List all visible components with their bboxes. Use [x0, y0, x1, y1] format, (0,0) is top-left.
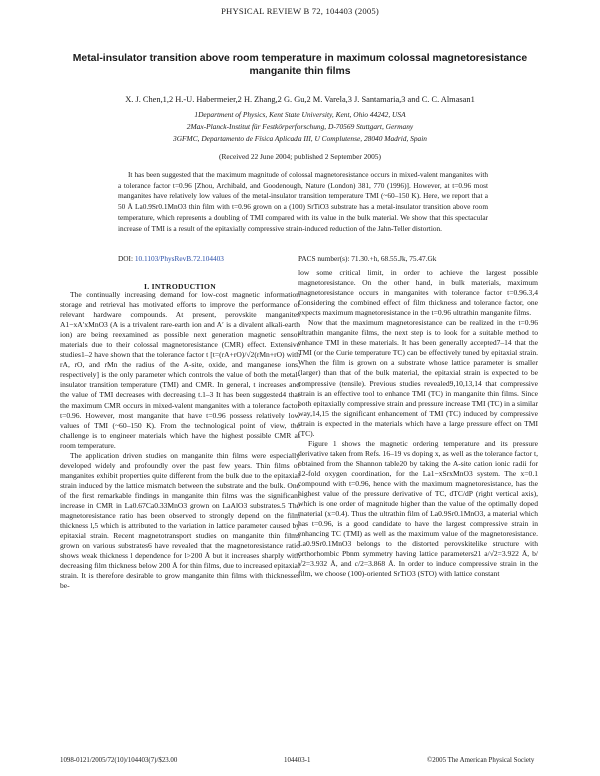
paragraph: Figure 1 shows the magnetic ordering temperature and its pressure derivative taken from Refs. 16–19 vs doping x, as well as the tolerance factor t, obtained from the Shannon table20 by taking the A-site cation ionic radii for 12-fold oxygen coordination, for the La1−xSrxMnO3 system. The x=0.1 compound with t=0.96, hence with the maximum magnetoresistance, has the highest value of the pressure derivative of TC, dTC/dP (right vertical axis), which is one order of magnitude higher than the value of the optimally doped material (x=0.4). Thus the ultrathin film of La0.9Sr0.1MnO3, a material which has t=0.96, is a good candidate to have the largest compressive strain in enhancing TC (TMI) as well as the maximum value of the magnetoresistance. La0.9Sr0.1MnO3 belongs to the distorted perovskitelike structure with orthorhombic Pbnm symmetry having lattice parameters21 a/√2=3.922 Å, b/√2=3.932 Å, and c/2=3.868 Å. In order to induce compressive strain in the film, we choose (100)-oriented SrTiO3 (STO) with lattice constant: [298, 438, 538, 579]
doi: [118, 254, 224, 263]
article-title: [40, 52, 560, 78]
pacs-numbers: PACS number(s): 71.30.+h, 68.55.Jk, 75.47.Gk: [298, 254, 437, 263]
footer-page-number: 104403-1: [284, 757, 311, 764]
affiliation-3: 3GFMC, Departamento de Física Aplicada III, U Complutense, 28040 Madrid, Spain: [173, 134, 427, 143]
paragraph: The application driven studies on manganite thin films were especially developed widely and profoundly over the past few years. Thin films of manganites exhibit properties quite different from the bulk due to the epitaxial strain induced by the lattice mismatch between the substrate and the bulk. One of the first remarkable findings in manganite thin films was the significant increase in CMR in La0.67Ca0.33MnO3 grown on LaAlO3 substrates.5 The magnetoresistance ratio has been observed to strongly depend on the film thickness l,5 which is attributed to the variation in lattice parameter caused by epitaxial strain. Recent magnetotransport studies on manganite thin films grown on various substrates6 have revealed that the magnetoresistance ratio shows weak thickness l dependence for l>200 Å but it increases sharply with decreasing film thickness below 200 Å for thin films, due to increased epitaxial strain. It is therefore desirable to grow manganite thin films with thicknesses be-: [60, 450, 300, 591]
running-head: PHYSICAL REVIEW B 72, 104403 (2005): [221, 6, 379, 16]
right-column: [298, 268, 538, 579]
left-column: [60, 290, 300, 591]
author-list: X. J. Chen,1,2 H.-U. Habermeier,2 H. Zhang,2 G. Gu,2 M. Varela,3 J. Santamaria,3 and C. C. Almasan1: [125, 95, 475, 104]
doi-label: DOI:: [118, 254, 133, 263]
doi-link[interactable]: 10.1103/PhysRevB.72.104403: [134, 254, 224, 263]
title-line-2: manganite thin films: [249, 66, 351, 77]
footer-issn: 1098-0121/2005/72(10)/104403(7)/$23.00: [60, 757, 178, 764]
title-line-1: Metal-insulator transition above room temperature in maximum colossal magnetoresistance: [72, 53, 528, 64]
paragraph: low some critical limit, in order to achieve the largest possible magnetoresistance. On the other hand, in bulk materials, maximum magnetoresistance occurs in manganites with tolerance factor t=0.96.3,4 Considering the combined effect of film thickness and tolerance factor, one expects maximum magnetoresistance in the t=0.96 ultrathin manganite films.: [298, 268, 538, 318]
abstract: It has been suggested that the maximum magnitude of colossal magnetoresistance occurs in mixed-valent manganites with a tolerance factor t=0.96 [Zhou, Archibald, and Goodenough, Nature (London) 381, 770 (1996)]. However, at t=0.96 most manganites have relatively low values of the metal-insulator transition temperature TMI (~60–150 K). Here, we report that a 50 Å La0.9Sr0.1MnO3 thin film with t=0.96 grown on a (100) SrTiO3 substrate has a metal-insulator transition above room temperature, which represents a doubling of TMI compared with its value in the bulk material. We show that this spectacular increase of TMI is a result of the epitaxially compressive strain-induced reduction of the Jahn-Teller distortion.: [118, 170, 488, 233]
paragraph: The continually increasing demand for low-cost magnetic information storage and retrieval has motivated efforts to improve the performance of relevant hardware compounds. At present, perovskite manganites A1−xA′xMnO3 (A is a trivalent rare-earth ion and A′ is a divalent alkali-earth ion) are being reexamined as possible next generation magnetic sensor materials due to their colossal magnetoresistance (CMR) effect. Extensive studies1–2 have shown that the tolerance factor t [t=(rA+rO)/√2(rMn+rO) with rA, rO, and rMn the radius of the A-site, oxide, and manganese ions, respectively] is the only parameter which controls the value of both the metal-insulator transition temperature (TMI) and CMR. In general, t increases and the value of TMI decreases with decreasing t.1–3 It has been suggested4 that the maximum CMR occurs in mixed-valent manganites with a tolerance factor t=0.96. However, most manganite that have t=0.96 possess relatively low values of TMI (~60–150 K). From the technological point of view, the challenge is to engineer materials which have the highest possible CMR at room temperature.: [60, 290, 300, 450]
affiliation-1: 1Department of Physics, Kent State University, Kent, Ohio 44242, USA: [194, 110, 406, 119]
affiliation-2: 2Max-Planck-Institut für Festkörperforschung, D-70569 Stuttgart, Germany: [186, 122, 414, 131]
paragraph: Now that the maximum magnetoresistance can be realized in the t=0.96 ultrathin manganite films, the next step is to look for a suitable method to enhance TMI in these materials. It has been generally accepted7–14 that the TMI (or the Curie temperature TC) can be effectively tuned by epitaxial strain. When the film is grown on a substrate whose lattice parameter is smaller (larger) than that of the bulk material, the epitaxial strain is expected to be compressive (tensile). Previous studies revealed9,10,13,14 that compressive strain is an effective tool to enhance TMI (TC) in manganite thin films. Since both epitaxially compressive strain and pressure increase TMI (TC) in a similar way,14,15 the significant enhancement of TMI (TC) induced by compressive strain is expected in the materials which have a large pressure effect on TMI (TC).: [298, 318, 538, 438]
footer-copyright: ©2005 The American Physical Society: [427, 757, 535, 764]
section-heading: I. INTRODUCTION: [143, 282, 216, 291]
received-dates: (Received 22 June 2004; published 2 September 2005): [219, 152, 381, 161]
